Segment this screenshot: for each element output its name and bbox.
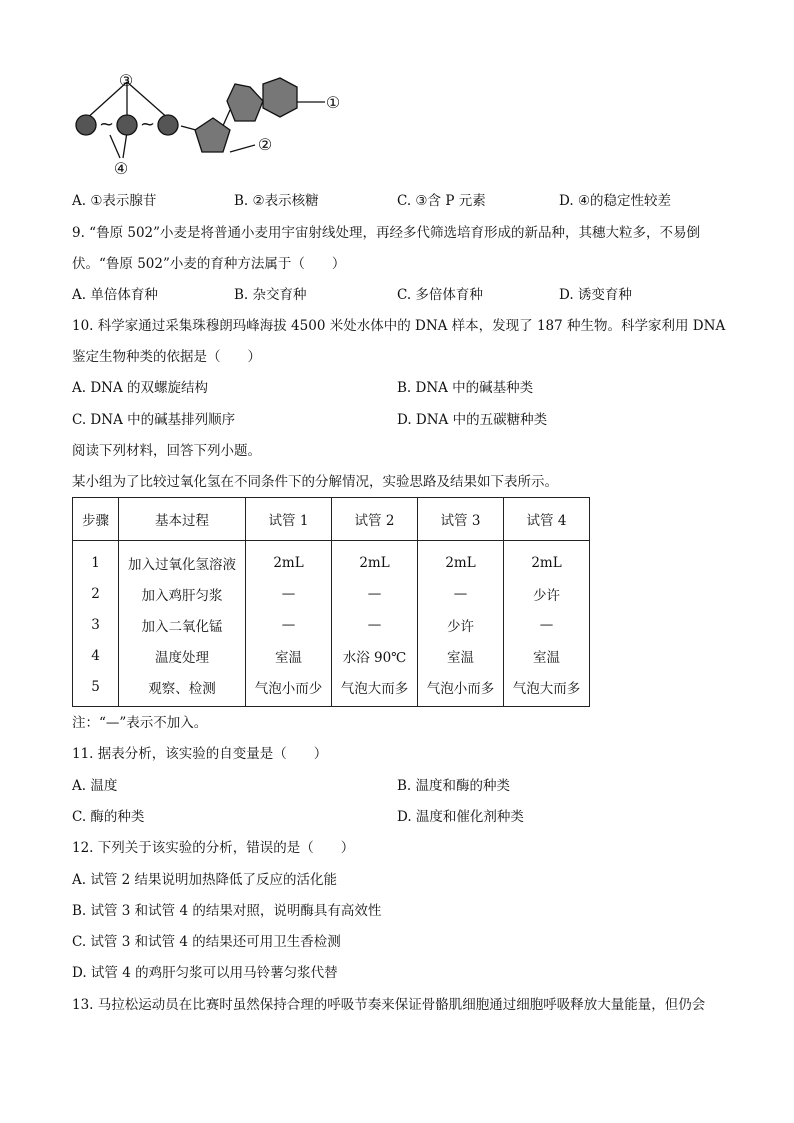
label-1: ① [325, 93, 341, 112]
q9-option-c: C. 多倍体育种 [397, 287, 483, 303]
label-4-leader-left [110, 135, 120, 158]
q11-option-d: D. 温度和催化剂种类 [397, 809, 524, 825]
label-2-leader [230, 145, 255, 152]
q8-option-b: B. ②表示核糖 [234, 193, 319, 209]
q9-option-b: B. 杂交育种 [234, 287, 307, 303]
table-cell: — [418, 578, 504, 609]
table-cell: 加入鸡肝匀浆 [119, 578, 246, 609]
table-row [73, 541, 590, 579]
q13-stem-line1: 13. 马拉松运动员在比赛时虽然保持合理的呼吸节奏来保证骨骼肌细胞通过细胞呼吸释放大量能量，但仍会 [72, 997, 706, 1013]
q11-option-c: C. 酶的种类 [72, 809, 145, 825]
header-tube-2: 试管 2 [332, 498, 418, 541]
table-cell: 气泡小而少 [246, 671, 332, 707]
q10-option-b: B. DNA 中的碱基种类 [397, 380, 534, 396]
label-2: ② [257, 135, 273, 154]
q11-option-a: A. 温度 [72, 778, 118, 794]
table-cell: 室温 [504, 640, 590, 671]
table-cell: 加入二氧化锰 [119, 609, 246, 640]
experiment-table [72, 497, 590, 707]
phosphate-group-3 [158, 115, 178, 135]
q10-option-a: A. DNA 的双螺旋结构 [72, 380, 209, 396]
table-cell: 5 [91, 678, 100, 695]
table-cell: 2mL [332, 541, 418, 579]
table-cell: 4 [91, 647, 100, 664]
label-4: ④ [113, 159, 129, 178]
atp-structure-diagram [70, 70, 370, 180]
q9-stem-line2: 伏。“鲁原 502”小麦的育种方法属于（ ） [72, 256, 346, 272]
table-cell: 观察、检测 [119, 671, 246, 707]
q12-option-c: C. 试管 3 和试管 4 的结果还可用卫生香检测 [72, 934, 341, 950]
table-cell: 少许 [504, 578, 590, 609]
material-description: 某小组为了比较过氧化氢在不同条件下的分解情况，实验思路及结果如下表所示。 [72, 474, 558, 490]
table-cell: 温度处理 [119, 640, 246, 671]
table-row [73, 671, 590, 707]
q12-option-a: A. 试管 2 结果说明加热降低了反应的活化能 [72, 872, 338, 888]
header-tube-4: 试管 4 [504, 498, 590, 541]
phosphate-sugar-bond [181, 126, 196, 130]
label-4-leader-right [123, 132, 127, 158]
table-cell: 2mL [418, 541, 504, 579]
q10-option-c: C. DNA 中的碱基排列顺序 [72, 412, 236, 428]
q9-stem-line1: 9. “鲁原 502”小麦是将普通小麦用宇宙射线处理，再经多代筛选培育形成的新品种，其穗大粒多，不易倒 [72, 225, 701, 241]
table-cell: 室温 [246, 640, 332, 671]
high-energy-bond-1: ~ [99, 114, 115, 135]
q12-option-d: D. 试管 4 的鸡肝匀浆可以用马铃薯匀浆代替 [72, 965, 338, 981]
q12-stem: 12. 下列关于该实验的分析，错误的是（ ） [72, 840, 355, 856]
q11-stem: 11. 据表分析，该实验的自变量是（ ） [72, 746, 328, 762]
purine-ring-6 [263, 78, 297, 117]
q10-stem-line2: 鉴定生物种类的依据是（ ） [72, 349, 261, 365]
header-tube-3: 试管 3 [418, 498, 504, 541]
phosphate-group-1 [76, 115, 96, 135]
header-tube-1: 试管 1 [246, 498, 332, 541]
q12-option-b: B. 试管 3 和试管 4 的结果对照，说明酶具有高效性 [72, 903, 382, 919]
table-cell: 气泡大而多 [332, 671, 418, 707]
table-cell: — [504, 609, 590, 640]
q10-stem-line1: 10. 科学家通过采集珠穆朗玛峰海拔 4500 米处水体中的 DNA 样本，发现了 187 种生物。科学家利用 DNA [72, 318, 726, 334]
header-step: 步骤 [73, 498, 119, 541]
table-cell: 3 [91, 616, 100, 633]
table-cell: 少许 [418, 609, 504, 640]
table-cell: 水浴 90℃ [332, 640, 418, 671]
q8-option-d: D. ④的稳定性较差 [559, 193, 672, 209]
table-cell: — [332, 578, 418, 609]
material-intro: 阅读下列材料，回答下列小题。 [72, 443, 261, 459]
table-cell: 加入过氧化氢溶液 [119, 541, 246, 579]
q8-option-c: C. ③含 P 元素 [397, 193, 486, 209]
table-cell: — [246, 578, 332, 609]
table-cell: 2mL [246, 541, 332, 579]
table-note: 注：“—”表示不加入。 [72, 715, 208, 731]
q10-option-d: D. DNA 中的五碳糖种类 [397, 412, 548, 428]
header-process: 基本过程 [119, 498, 246, 541]
table-cell: 气泡大而多 [504, 671, 590, 707]
table-cell: 2mL [504, 541, 590, 579]
phosphate-group-2 [117, 115, 137, 135]
table-cell: — [246, 609, 332, 640]
high-energy-bond-2: ~ [140, 114, 156, 135]
table-cell: — [332, 609, 418, 640]
table-header-row [73, 498, 590, 541]
table-row [73, 640, 590, 671]
table-row [73, 609, 590, 640]
table-cell: 1 [91, 554, 100, 571]
q9-option-d: D. 诱变育种 [559, 287, 632, 303]
purine-ring-5 [227, 84, 263, 121]
table-cell: 室温 [418, 640, 504, 671]
q11-option-b: B. 温度和酶的种类 [397, 778, 511, 794]
q8-option-a: A. ①表示腺苷 [72, 193, 157, 209]
label-3: ③ [118, 71, 134, 90]
q9-option-a: A. 单倍体育种 [72, 287, 158, 303]
table-row [73, 578, 590, 609]
table-cell: 2 [91, 585, 100, 602]
table-cell: 气泡小而多 [418, 671, 504, 707]
